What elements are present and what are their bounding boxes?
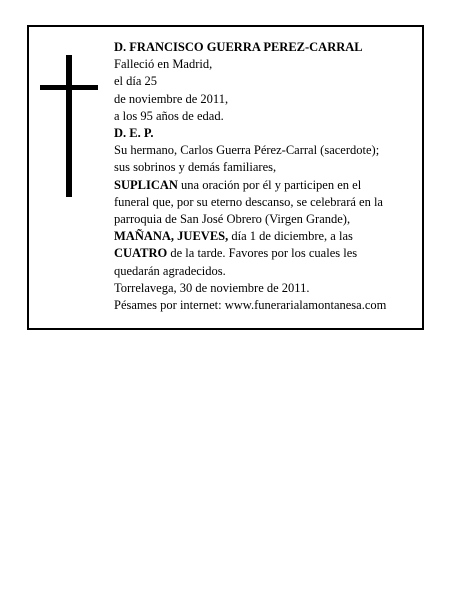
- funeral-line-2: parroquia de San José Obrero (Virgen Grande),: [114, 212, 351, 227]
- family-line-2: sus sobrinos y demás familiares,: [114, 160, 277, 175]
- cross-horizontal-bar: [40, 85, 98, 90]
- request-keyword: SUPLICAN: [114, 177, 178, 192]
- obituary-notice: [27, 25, 424, 330]
- deceased-name: D. FRANCISCO GUERRA PEREZ-CARRAL: [114, 40, 363, 54]
- cross-vertical-bar: [66, 55, 72, 197]
- rip-text: D. E. P.: [114, 126, 154, 141]
- funeral-line-1: funeral que, por su eterno descanso, se celebrará en la: [114, 194, 383, 209]
- age-at-death: a los 95 años de edad.: [114, 108, 224, 123]
- death-date: de noviembre de 2011,: [114, 91, 229, 106]
- funeral-time-line: [114, 245, 419, 262]
- request-rest: una oración por él y participen en el: [177, 177, 362, 192]
- obituary-text: [114, 39, 419, 314]
- funeral-day-keyword: MAÑANA, JUEVES,: [114, 229, 229, 244]
- funeral-time-keyword: CUATRO: [114, 246, 168, 261]
- funeral-time-rest: de la tarde. Favores por los cuales les: [167, 246, 358, 261]
- request-line: [114, 177, 419, 194]
- family-line-1: Su hermano, Carlos Guerra Pérez-Carral (sacerdote);: [114, 143, 380, 158]
- funeral-day-rest: día 1 de diciembre, a las: [228, 229, 353, 244]
- place-date-line: Torrelavega, 30 de noviembre de 2011.: [114, 280, 310, 295]
- death-place: Falleció en Madrid,: [114, 57, 213, 72]
- funeral-day-line: [114, 228, 419, 245]
- condolences-line: Pésames por internet: www.funerarialamontanesa.com: [114, 298, 387, 313]
- thanks-line: quedarán agradecidos.: [114, 263, 226, 278]
- cross-icon: [40, 55, 98, 197]
- death-day: el día 25: [114, 74, 158, 89]
